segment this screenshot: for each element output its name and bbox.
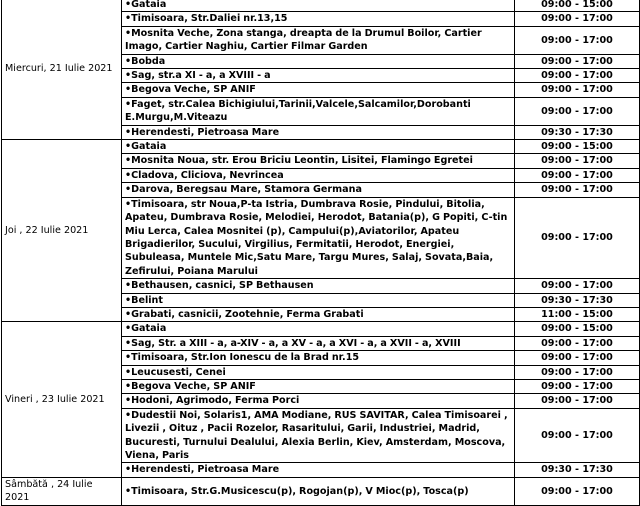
time-cell: 11:00 - 15:00 <box>515 307 640 321</box>
location-cell: •Mosnita Noua, str. Erou Briciu Leontin, Lisitei, Flamingo Egretei <box>122 154 515 168</box>
day-cell: Sâmbătă , 24 Iulie 2021 <box>2 477 122 505</box>
location-cell: •Darova, Beregsau Mare, Stamora Germana <box>122 183 515 197</box>
time-cell: 09:00 - 17:00 <box>515 54 640 68</box>
location-cell: •Leucusesti, Cenei <box>122 365 515 379</box>
table-row <box>2 322 640 336</box>
time-cell: 09:00 - 17:00 <box>515 477 640 505</box>
location-cell: •Bobda <box>122 54 515 68</box>
time-cell: 09:00 - 17:00 <box>515 351 640 365</box>
table-row <box>2 0 640 12</box>
location-cell: •Timisoara, Str.Daliei nr.13,15 <box>122 12 515 26</box>
time-cell: 09:00 - 17:00 <box>515 69 640 83</box>
time-cell: 09:00 - 17:00 <box>515 97 640 125</box>
location-cell: •Sag, str.a XI - a, a XVIII - a <box>122 69 515 83</box>
location-cell: •Faget, str.Calea Bichigiului,Tarinii,Valcele,Salcamilor,Dorobanti E.Murgu,M.Viteazu <box>122 97 515 125</box>
time-cell: 09:30 - 17:30 <box>515 463 640 477</box>
time-cell: 09:00 - 17:00 <box>515 394 640 408</box>
location-cell: •Cladova, Cliciova, Nevrincea <box>122 168 515 182</box>
location-cell: •Gataia <box>122 322 515 336</box>
location-cell: •Timisoara, str Noua,P-ta Istria, Dumbrava Rosie, Pindului, Bitolia, Apateu, Dumbrava Rosie, Melodiei, Herodot, Batania(p), G Popiti, C-tin Miu Lerca, Calea Mosnitei (p), Campului(p),Aviatorilor, Apateu Brigadierilor, Sucului, Virgilius, Fermitatii, Herodot, Energiei, Subuleasa, Muntele Mic,Satu Mare, Targu Mures, Salaj, Sovata,Baia, Zefirului, Poiana Marului <box>122 197 515 278</box>
day-cell: Miercuri, 21 Iulie 2021 <box>2 0 122 140</box>
location-cell: •Grabati, casnicii, Zootehnie, Ferma Grabati <box>122 307 515 321</box>
time-cell: 09:00 - 17:00 <box>515 12 640 26</box>
day-cell: Joi , 22 Iulie 2021 <box>2 140 122 322</box>
time-cell: 09:00 - 17:00 <box>515 26 640 54</box>
time-cell: 09:00 - 15:00 <box>515 322 640 336</box>
time-cell: 09:00 - 17:00 <box>515 365 640 379</box>
time-cell: 09:00 - 17:00 <box>515 83 640 97</box>
location-cell: •Gataia <box>122 140 515 154</box>
time-cell: 09:00 - 17:00 <box>515 336 640 350</box>
time-cell: 09:30 - 17:30 <box>515 293 640 307</box>
location-cell: •Timisoara, Str.Ion Ionescu de la Brad nr.15 <box>122 351 515 365</box>
location-cell: •Bethausen, casnici, SP Bethausen <box>122 279 515 293</box>
time-cell: 09:00 - 17:00 <box>515 379 640 393</box>
location-cell: •Belint <box>122 293 515 307</box>
time-cell: 09:00 - 17:00 <box>515 279 640 293</box>
time-cell: 09:00 - 17:00 <box>515 154 640 168</box>
location-cell: •Herendesti, Pietroasa Mare <box>122 125 515 139</box>
location-cell: •Hodoni, Agrimodo, Ferma Porci <box>122 394 515 408</box>
day-cell: Vineri , 23 Iulie 2021 <box>2 322 122 477</box>
time-cell: 09:00 - 17:00 <box>515 408 640 463</box>
schedule-body <box>2 0 640 505</box>
outage-schedule-table <box>1 0 640 506</box>
location-cell: •Dudestii Noi, Solaris1, AMA Modiane, RUS SAVITAR, Calea Timisoarei , Livezii , Oituz , Pacii Rozelor, Rasaritului, Garii, Industriei, Madrid, Bucuresti, Turnului Dealului, Alexia Berlin, Kiev, Amsterdam, Moscova, Viena, Paris <box>122 408 515 463</box>
location-cell: •Gataia <box>122 0 515 12</box>
location-cell: •Begova Veche, SP ANIF <box>122 379 515 393</box>
time-cell: 09:00 - 17:00 <box>515 197 640 278</box>
time-cell: 09:00 - 17:00 <box>515 168 640 182</box>
table-row <box>2 140 640 154</box>
location-cell: •Herendesti, Pietroasa Mare <box>122 463 515 477</box>
location-cell: •Sag, Str. a XIII - a, a-XIV - a, a XV - a, a XVI - a, a XVII - a, XVIII <box>122 336 515 350</box>
time-cell: 09:00 - 15:00 <box>515 140 640 154</box>
location-cell: •Timisoara, Str.G.Musicescu(p), Rogojan(p), V Mioc(p), Tosca(p) <box>122 477 515 505</box>
time-cell: 09:00 - 17:00 <box>515 183 640 197</box>
location-cell: •Mosnita Veche, Zona stanga, dreapta de la Drumul Boilor, Cartier Imago, Cartier Naghiu, Cartier Filmar Garden <box>122 26 515 54</box>
location-cell: •Begova Veche, SP ANIF <box>122 83 515 97</box>
time-cell: 09:00 - 15:00 <box>515 0 640 12</box>
time-cell: 09:30 - 17:30 <box>515 125 640 139</box>
